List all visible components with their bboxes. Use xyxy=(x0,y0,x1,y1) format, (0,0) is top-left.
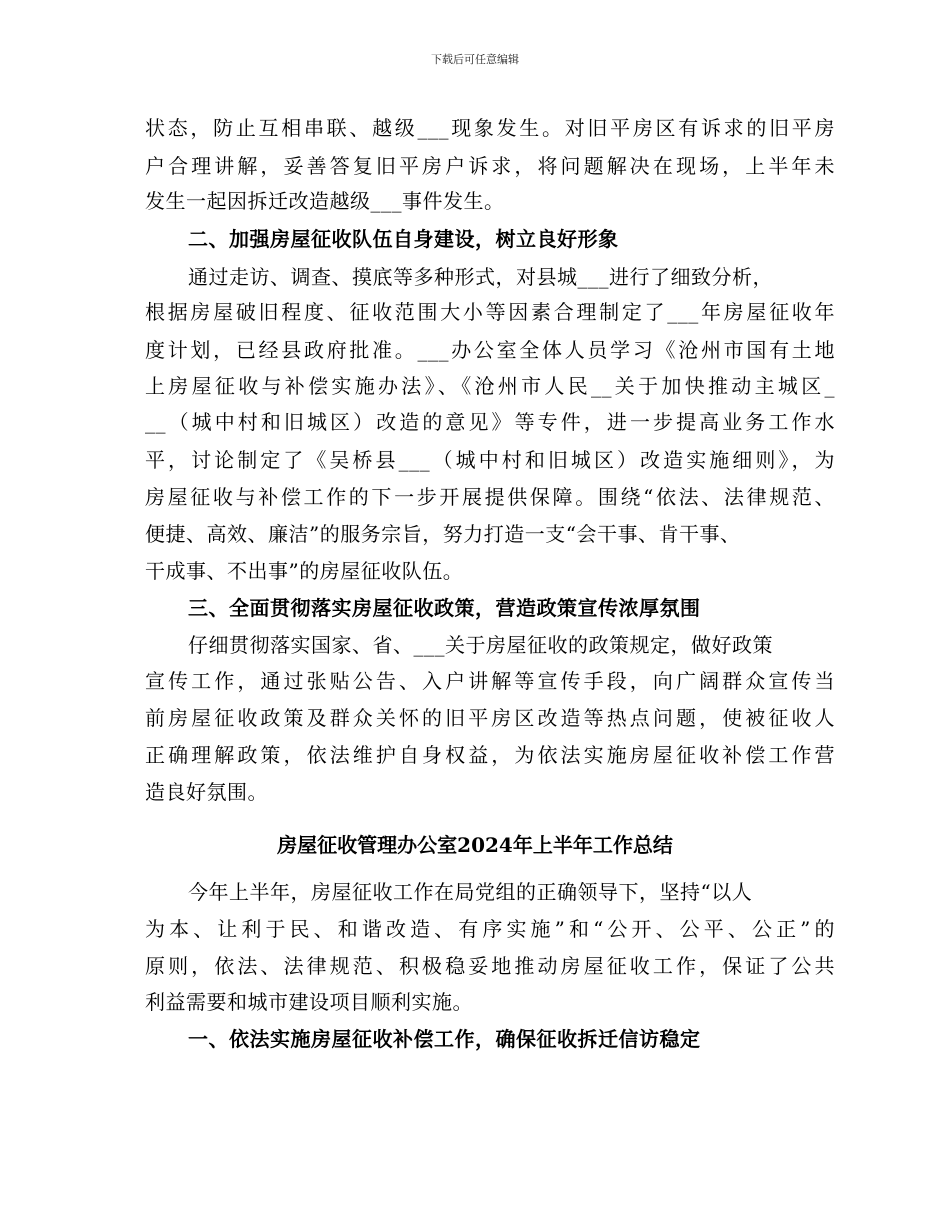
paragraph-line: 户合理讲解，妥善答复旧平房户诉求，将问题解决在现场，上半年未 xyxy=(145,154,835,178)
paragraph-line: 根据房屋破旧程度、征收范围大小等因素合理制定了___年房屋征收年 xyxy=(145,300,835,324)
paragraph-line: 状态，防止互相串联、越级___现象发生。对旧平房区有诉求的旧平房 xyxy=(145,116,835,140)
paragraph-line: 便捷、高效、廉洁”的服务宗旨，努力打造一支“会干事、肯干事、 xyxy=(145,522,741,546)
paragraph-line: 前房屋征收政策及群众关怀的旧平房区改造等热点问题，使被征收人 xyxy=(145,706,835,730)
section-heading-3: 三、全面贯彻落实房屋征收政策，营造政策宣传浓厚氛围 xyxy=(188,596,701,620)
paragraph-line: 宣传工作，通过张贴公告、入户讲解等宣传手段，向广阔群众宣传当 xyxy=(145,669,835,693)
paragraph-line: 度计划，已经县政府批准。___办公室全体人员学习《沧州市国有土地 xyxy=(145,338,835,362)
paragraph-line: 仔细贯彻落实国家、省、___关于房屋征收的政策规定，做好政策 xyxy=(188,633,773,657)
paragraph-line: 发生一起因拆迁改造越级___事件发生。 xyxy=(145,189,505,213)
section-heading-2: 二、加强房屋征收队伍自身建设，树立良好形象 xyxy=(188,227,619,251)
paragraph-line: 造良好氛围。 xyxy=(145,780,268,804)
page-header-note: 下载后可任意编辑 xyxy=(431,53,519,66)
paragraph-line: 今年上半年，房屋征收工作在局党组的正确领导下，坚持“以人 xyxy=(188,880,753,904)
paragraph-line: 利益需要和城市建设项目顺利实施。 xyxy=(145,990,473,1014)
paragraph-line: 为本、让利于民、和谐改造、有序实施”和“公开、公平、公正”的 xyxy=(145,917,835,941)
paragraph-line: 上房屋征收与补偿实施办法》、《沧州市人民__关于加快推动主城区_ xyxy=(145,374,835,398)
paragraph-line: 房屋征收与补偿工作的下一步开展提供保障。围绕“依法、法律规范、 xyxy=(145,485,835,509)
paragraph-line: 干成事、不出事”的房屋征收队伍。 xyxy=(145,559,464,583)
paragraph-line: 原则，依法、法律规范、积极稳妥地推动房屋征收工作，保证了公共 xyxy=(145,954,835,978)
paragraph-line: __（城中村和旧城区）改造的意见》等专件，进一步提高业务工作水 xyxy=(145,410,835,434)
paragraph-line: 通过走访、调查、摸底等多种形式，对县城___进行了细致分析， xyxy=(188,265,773,289)
section-heading-1: 一、依法实施房屋征收补偿工作，确保征收拆迁信访稳定 xyxy=(188,1027,701,1051)
paragraph-line: 正确理解政策，依法维护自身权益，为依法实施房屋征收补偿工作营 xyxy=(145,743,835,767)
paragraph-line: 平，讨论制定了《吴桥县___（城中村和旧城区）改造实施细则》，为 xyxy=(145,448,835,472)
document-title: 房屋征收管理办公室2024年上半年工作总结 xyxy=(277,833,673,857)
